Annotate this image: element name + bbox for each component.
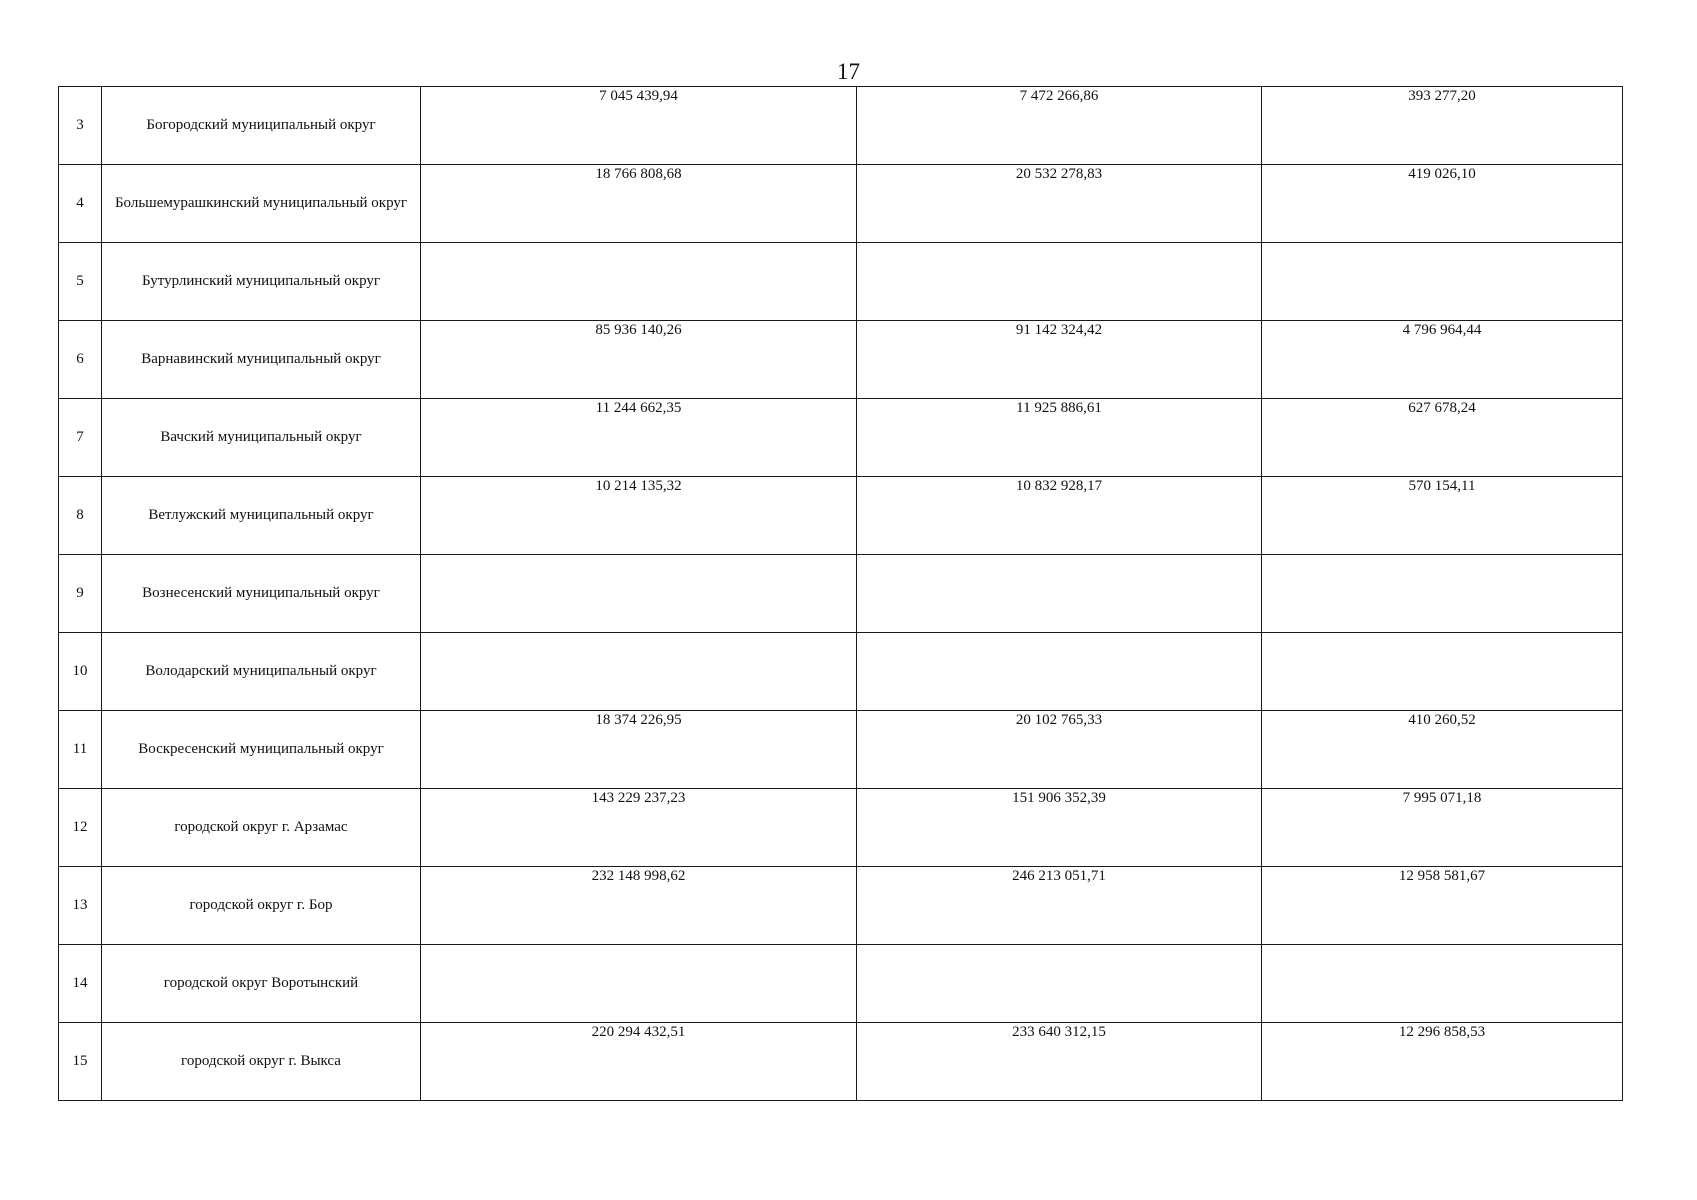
municipality-name: городской округ г. Бор	[102, 867, 421, 945]
value-col-1: 220 294 432,51	[421, 1023, 857, 1101]
value-col-1: 18 766 808,68	[421, 165, 857, 243]
value-col-2: 11 925 886,61	[857, 399, 1262, 477]
row-number: 15	[59, 1023, 102, 1101]
table-row	[59, 867, 1623, 945]
table-row	[59, 399, 1623, 477]
municipality-name: Большемурашкинский муниципальный округ	[102, 165, 421, 243]
municipality-name: Бутурлинский муниципальный округ	[102, 243, 421, 321]
table-row	[59, 477, 1623, 555]
value-col-3	[1262, 945, 1623, 1023]
value-col-3: 12 958 581,67	[1262, 867, 1623, 945]
table-body	[59, 87, 1623, 1101]
value-col-1: 10 214 135,32	[421, 477, 857, 555]
value-col-1: 143 229 237,23	[421, 789, 857, 867]
row-number: 9	[59, 555, 102, 633]
value-col-3	[1262, 555, 1623, 633]
row-number: 6	[59, 321, 102, 399]
value-col-3: 12 296 858,53	[1262, 1023, 1623, 1101]
value-col-2: 151 906 352,39	[857, 789, 1262, 867]
value-col-2: 7 472 266,86	[857, 87, 1262, 165]
value-col-2: 233 640 312,15	[857, 1023, 1262, 1101]
municipality-name: Воскресенский муниципальный округ	[102, 711, 421, 789]
row-number: 3	[59, 87, 102, 165]
municipality-name: городской округ Воротынский	[102, 945, 421, 1023]
value-col-1	[421, 243, 857, 321]
value-col-2	[857, 633, 1262, 711]
value-col-1: 85 936 140,26	[421, 321, 857, 399]
value-col-3: 570 154,11	[1262, 477, 1623, 555]
table-row	[59, 87, 1623, 165]
table-row	[59, 633, 1623, 711]
row-number: 11	[59, 711, 102, 789]
value-col-1: 232 148 998,62	[421, 867, 857, 945]
value-col-3: 4 796 964,44	[1262, 321, 1623, 399]
value-col-2: 20 532 278,83	[857, 165, 1262, 243]
row-number: 5	[59, 243, 102, 321]
table-row	[59, 1023, 1623, 1101]
value-col-2	[857, 945, 1262, 1023]
row-number: 14	[59, 945, 102, 1023]
value-col-1	[421, 633, 857, 711]
row-number: 4	[59, 165, 102, 243]
row-number: 10	[59, 633, 102, 711]
value-col-2: 91 142 324,42	[857, 321, 1262, 399]
row-number: 8	[59, 477, 102, 555]
page-number: 17	[837, 59, 860, 84]
table-row	[59, 165, 1623, 243]
table-row	[59, 789, 1623, 867]
row-number: 12	[59, 789, 102, 867]
row-number: 7	[59, 399, 102, 477]
value-col-2	[857, 555, 1262, 633]
municipality-name: городской округ г. Арзамас	[102, 789, 421, 867]
value-col-1: 18 374 226,95	[421, 711, 857, 789]
value-col-2	[857, 243, 1262, 321]
value-col-3: 627 678,24	[1262, 399, 1623, 477]
value-col-1	[421, 555, 857, 633]
table-row	[59, 711, 1623, 789]
municipality-name: Вачский муниципальный округ	[102, 399, 421, 477]
value-col-3: 7 995 071,18	[1262, 789, 1623, 867]
value-col-3: 393 277,20	[1262, 87, 1623, 165]
municipality-name: Вознесенский муниципальный округ	[102, 555, 421, 633]
value-col-2: 10 832 928,17	[857, 477, 1262, 555]
budget-table	[58, 86, 1623, 1101]
municipality-name: городской округ г. Выкса	[102, 1023, 421, 1101]
value-col-1	[421, 945, 857, 1023]
value-col-3	[1262, 633, 1623, 711]
value-col-1: 11 244 662,35	[421, 399, 857, 477]
row-number: 13	[59, 867, 102, 945]
value-col-1: 7 045 439,94	[421, 87, 857, 165]
municipality-name: Богородский муниципальный округ	[102, 87, 421, 165]
value-col-3	[1262, 243, 1623, 321]
municipality-name: Варнавинский муниципальный округ	[102, 321, 421, 399]
table-row	[59, 555, 1623, 633]
value-col-3: 410 260,52	[1262, 711, 1623, 789]
municipality-name: Володарский муниципальный округ	[102, 633, 421, 711]
table-row	[59, 321, 1623, 399]
table-row	[59, 243, 1623, 321]
value-col-2: 246 213 051,71	[857, 867, 1262, 945]
municipality-name: Ветлужский муниципальный округ	[102, 477, 421, 555]
table-row	[59, 945, 1623, 1023]
value-col-3: 419 026,10	[1262, 165, 1623, 243]
value-col-2: 20 102 765,33	[857, 711, 1262, 789]
